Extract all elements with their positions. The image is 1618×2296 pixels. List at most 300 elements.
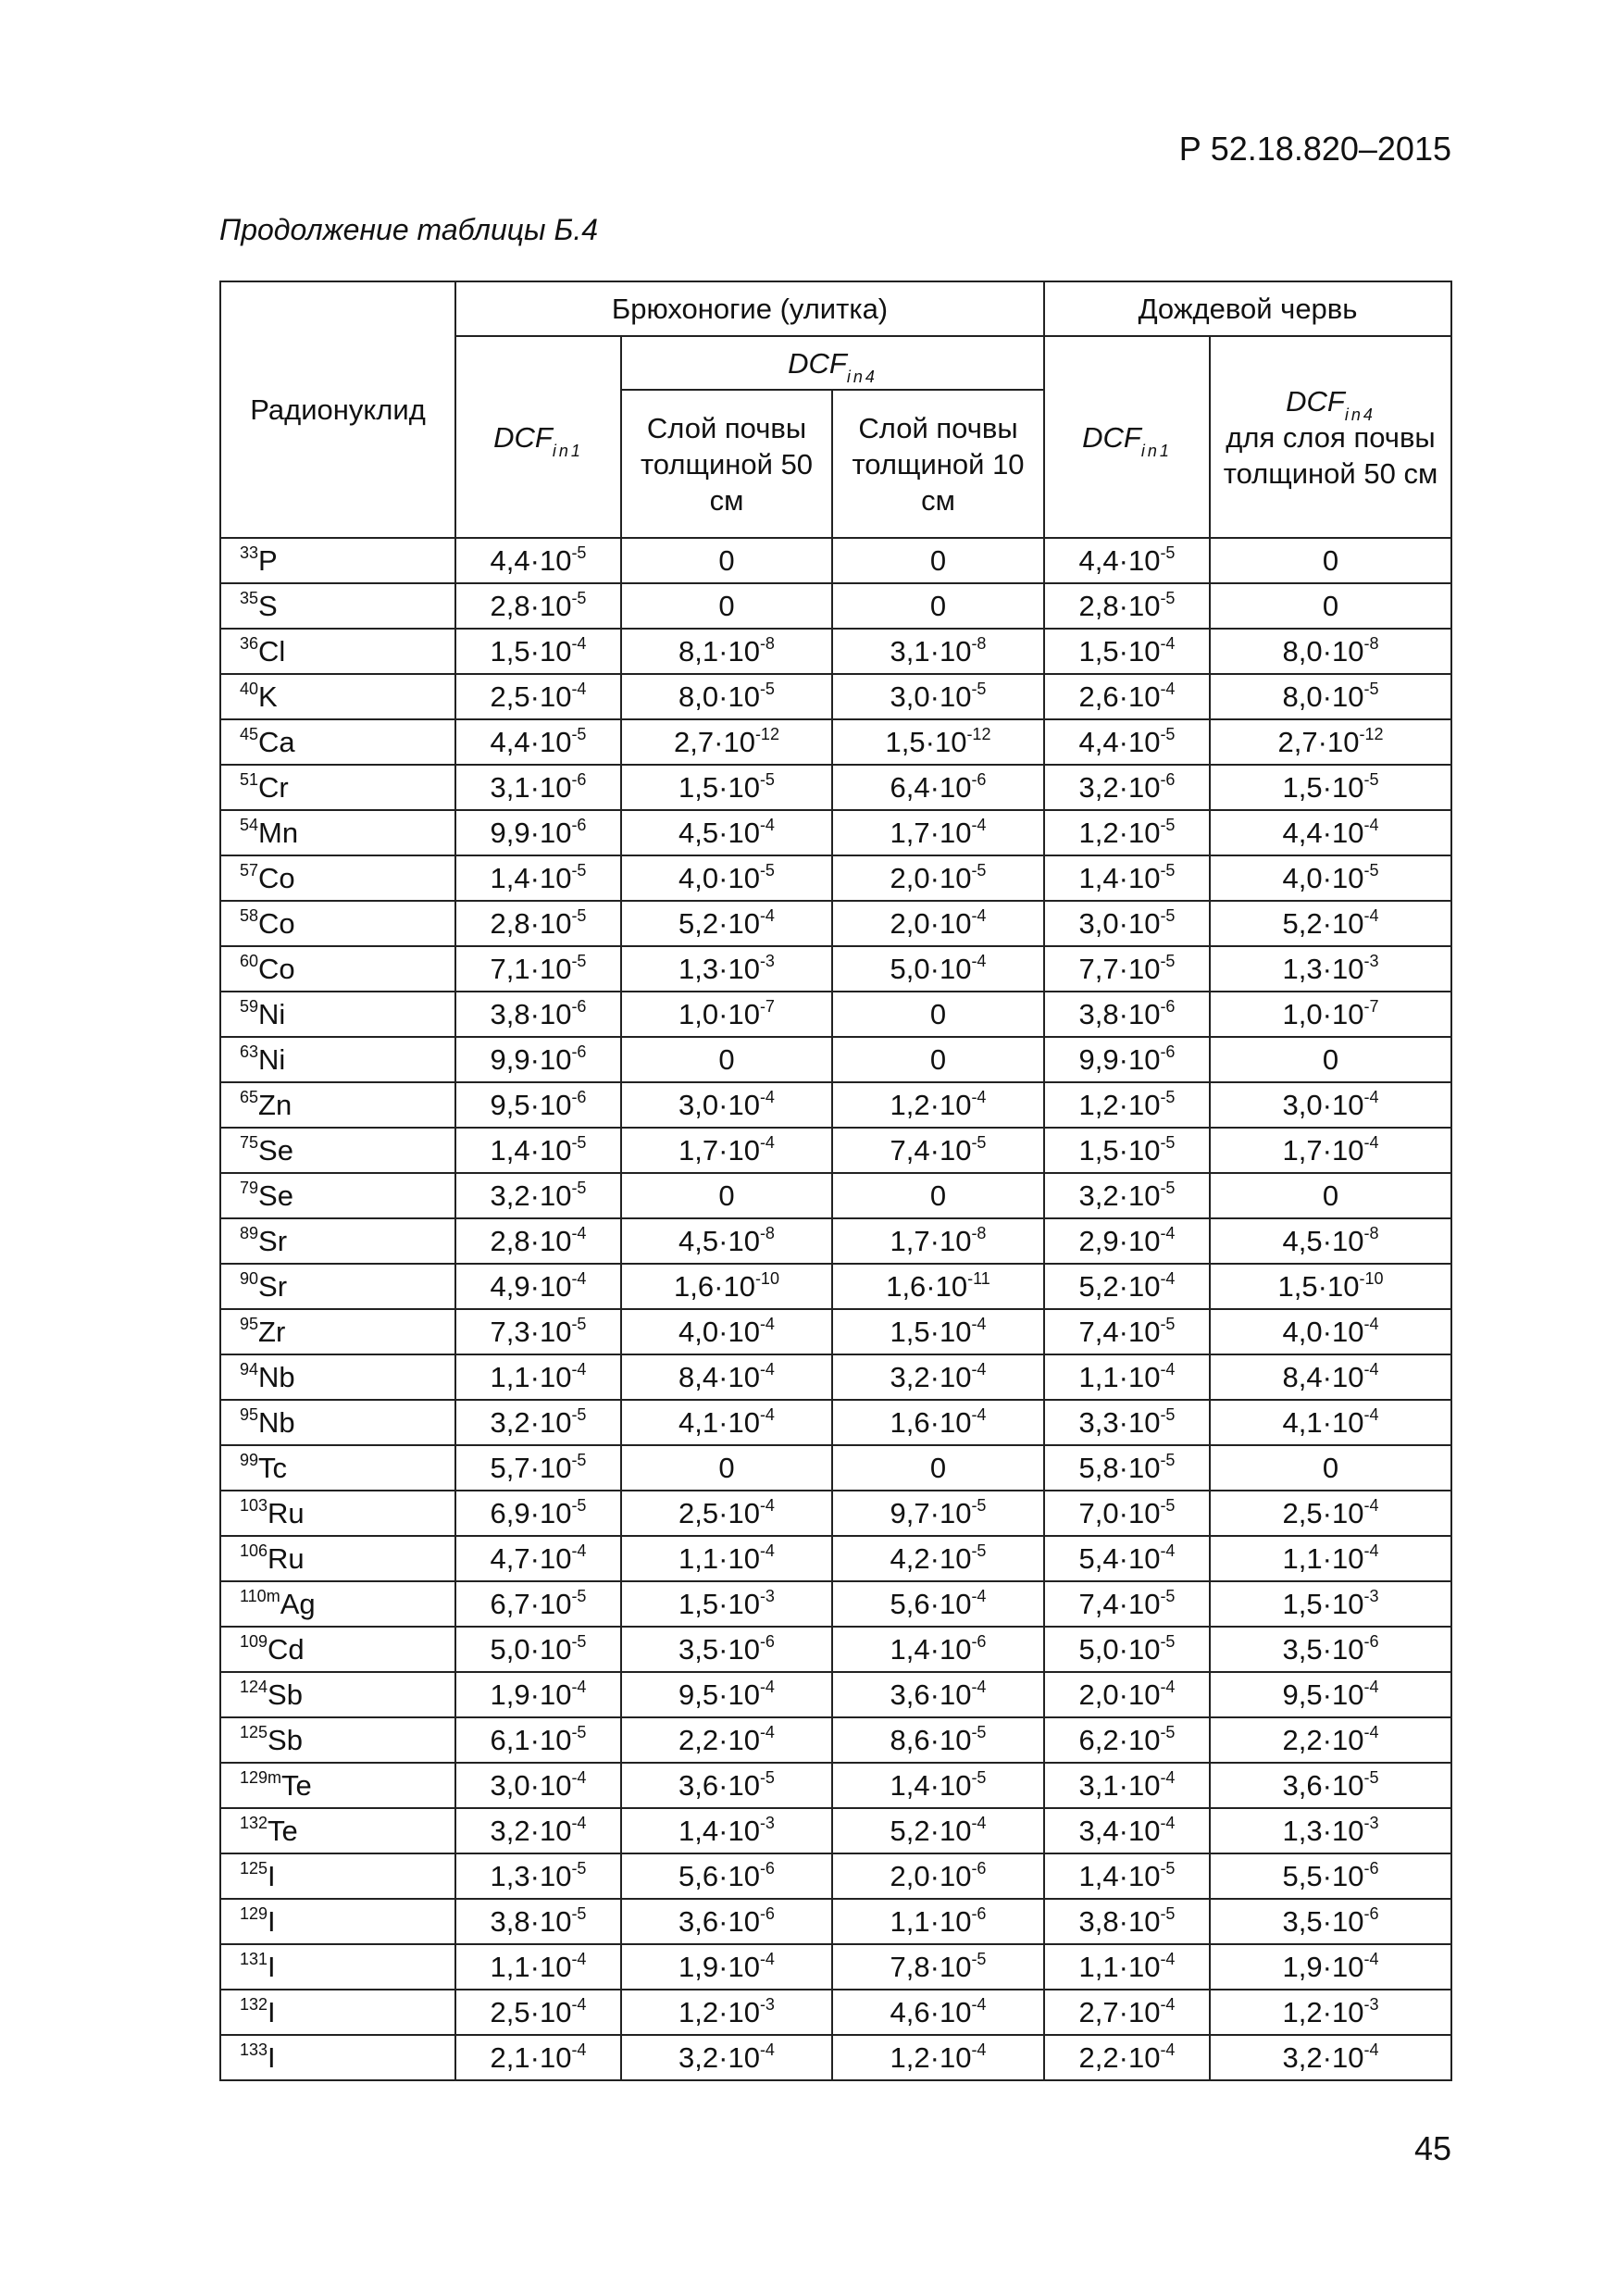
- table-row: [220, 719, 1451, 765]
- nuclide-cell: [220, 1990, 455, 2035]
- mass-number: 95: [240, 1315, 259, 1333]
- element-symbol: Cl: [258, 635, 286, 668]
- value-cell: $1,6\cdot 10^{-11}$: [832, 1264, 1044, 1309]
- value-cell: $9,5\cdot 10^{-4}$: [621, 1672, 832, 1717]
- table-row: [220, 1763, 1451, 1808]
- value-cell: $2,1\cdot 10^{-4}$: [455, 2035, 621, 2080]
- element-symbol: Se: [258, 1179, 293, 1212]
- value-cell: $2,7\cdot 10^{-12}$: [621, 719, 832, 765]
- mass-number: 57: [240, 861, 259, 880]
- value-cell: $1,2\cdot 10^{-4}$: [832, 1082, 1044, 1128]
- value-cell: 0: [832, 1037, 1044, 1082]
- value-cell: $2,0\cdot 10^{-4}$: [832, 901, 1044, 946]
- header-snail-dcf-in1: $DCF_{in1}$: [455, 336, 621, 538]
- value-cell: $3,2\cdot 10^{-4}$: [621, 2035, 832, 2080]
- element-symbol: I: [268, 1951, 276, 1983]
- value-cell: $2,5\cdot 10^{-4}$: [1210, 1491, 1451, 1536]
- value-cell: $3,2\cdot 10^{-4}$: [832, 1354, 1044, 1400]
- header-snail-in4-50cm: Слой почвы толщиной 50 см: [621, 390, 832, 538]
- table-row: [220, 1309, 1451, 1354]
- table-row: [220, 2035, 1451, 2080]
- value-cell: 0: [832, 1173, 1044, 1218]
- mass-number: 125: [240, 1723, 268, 1741]
- value-cell: $1,2\cdot 10^{-3}$: [1210, 1990, 1451, 2035]
- value-cell: $3,8\cdot 10^{-6}$: [455, 992, 621, 1037]
- nuclide-cell: [220, 1672, 455, 1717]
- value-cell: 0: [621, 1173, 832, 1218]
- value-cell: $5,4\cdot 10^{-4}$: [1044, 1536, 1210, 1581]
- value-cell: $9,5\cdot 10^{-6}$: [455, 1082, 621, 1128]
- element-symbol: Te: [281, 1769, 312, 1802]
- nuclide-cell: [220, 1944, 455, 1990]
- mass-number: 51: [240, 770, 259, 789]
- value-cell: $1,7\cdot 10^{-4}$: [832, 810, 1044, 855]
- value-cell: $1,3\cdot 10^{-3}$: [621, 946, 832, 992]
- element-symbol: Co: [258, 907, 295, 940]
- value-cell: $3,8\cdot 10^{-5}$: [1044, 1899, 1210, 1944]
- element-symbol: Sb: [268, 1678, 303, 1711]
- value-cell: $1,4\cdot 10^{-5}$: [832, 1763, 1044, 1808]
- nuclide-cell: [220, 1218, 455, 1264]
- value-cell: $1,1\cdot 10^{-4}$: [455, 1944, 621, 1990]
- value-cell: $2,9\cdot 10^{-4}$: [1044, 1218, 1210, 1264]
- value-cell: $8,4\cdot 10^{-4}$: [621, 1354, 832, 1400]
- value-cell: $6,9\cdot 10^{-5}$: [455, 1491, 621, 1536]
- value-cell: $5,6\cdot 10^{-6}$: [621, 1853, 832, 1899]
- element-symbol: Ca: [258, 726, 295, 758]
- mass-number: 129m: [240, 1768, 282, 1787]
- value-cell: $3,5\cdot 10^{-6}$: [1210, 1627, 1451, 1672]
- nuclide-cell: [220, 1536, 455, 1581]
- value-cell: $5,7\cdot 10^{-5}$: [455, 1445, 621, 1491]
- table-row: [220, 1581, 1451, 1627]
- nuclide-cell: [220, 583, 455, 629]
- value-cell: $3,0\cdot 10^{-4}$: [621, 1082, 832, 1128]
- value-cell: $3,0\cdot 10^{-4}$: [1210, 1082, 1451, 1128]
- value-cell: $9,7\cdot 10^{-5}$: [832, 1491, 1044, 1536]
- nuclide-cell: [220, 901, 455, 946]
- value-cell: $3,6\cdot 10^{-4}$: [832, 1672, 1044, 1717]
- value-cell: $7,1\cdot 10^{-5}$: [455, 946, 621, 992]
- nuclide-cell: [220, 1717, 455, 1763]
- value-cell: $7,4\cdot 10^{-5}$: [1044, 1309, 1210, 1354]
- mass-number: 129: [240, 1904, 268, 1923]
- mass-number: 132: [240, 1995, 268, 2014]
- element-symbol: I: [268, 1996, 276, 2028]
- value-cell: $1,1\cdot 10^{-6}$: [832, 1899, 1044, 1944]
- value-cell: $2,8\cdot 10^{-5}$: [455, 901, 621, 946]
- table-row: [220, 901, 1451, 946]
- value-cell: $5,5\cdot 10^{-6}$: [1210, 1853, 1451, 1899]
- element-symbol: Cr: [258, 771, 289, 804]
- mass-number: 36: [240, 634, 259, 653]
- value-cell: $1,4\cdot 10^{-5}$: [1044, 1853, 1210, 1899]
- value-cell: $5,8\cdot 10^{-5}$: [1044, 1445, 1210, 1491]
- nuclide-cell: [220, 1309, 455, 1354]
- table-row: [220, 855, 1451, 901]
- nuclide-cell: [220, 1627, 455, 1672]
- value-cell: $2,2\cdot 10^{-4}$: [1210, 1717, 1451, 1763]
- value-cell: $2,5\cdot 10^{-4}$: [455, 674, 621, 719]
- header-nuclide: Радионуклид: [220, 281, 455, 538]
- nuclide-cell: [220, 1264, 455, 1309]
- nuclide-cell: [220, 1037, 455, 1082]
- value-cell: 0: [1210, 538, 1451, 583]
- element-symbol: I: [268, 1905, 276, 1938]
- value-cell: $4,1\cdot 10^{-4}$: [1210, 1400, 1451, 1445]
- element-symbol: Ru: [268, 1497, 305, 1529]
- table-row: [220, 810, 1451, 855]
- mass-number: 58: [240, 906, 259, 925]
- value-cell: $3,3\cdot 10^{-5}$: [1044, 1400, 1210, 1445]
- value-cell: $1,5\cdot 10^{-10}$: [1210, 1264, 1451, 1309]
- value-cell: $3,6\cdot 10^{-5}$: [1210, 1763, 1451, 1808]
- mass-number: 133: [240, 2040, 268, 2059]
- element-symbol: K: [258, 680, 278, 713]
- value-cell: $7,3\cdot 10^{-5}$: [455, 1309, 621, 1354]
- nuclide-cell: [220, 765, 455, 810]
- value-cell: $4,7\cdot 10^{-4}$: [455, 1536, 621, 1581]
- value-cell: $3,1\cdot 10^{-4}$: [1044, 1763, 1210, 1808]
- mass-number: 106: [240, 1541, 268, 1560]
- value-cell: $4,0\cdot 10^{-4}$: [621, 1309, 832, 1354]
- mass-number: 110m: [240, 1587, 280, 1605]
- value-cell: $4,5\cdot 10^{-4}$: [621, 810, 832, 855]
- table-row: [220, 1536, 1451, 1581]
- value-cell: $2,8\cdot 10^{-4}$: [455, 1218, 621, 1264]
- value-cell: 0: [621, 1037, 832, 1082]
- document-code: Р 52.18.820–2015: [1178, 130, 1451, 168]
- value-cell: $4,4\cdot 10^{-4}$: [1210, 810, 1451, 855]
- value-cell: $2,5\cdot 10^{-4}$: [621, 1491, 832, 1536]
- nuclide-cell: [220, 1853, 455, 1899]
- nuclide-cell: [220, 1581, 455, 1627]
- value-cell: $3,5\cdot 10^{-6}$: [621, 1627, 832, 1672]
- table-row: [220, 1899, 1451, 1944]
- value-cell: $1,4\cdot 10^{-5}$: [455, 855, 621, 901]
- value-cell: $4,4\cdot 10^{-5}$: [1044, 538, 1210, 583]
- table-row: [220, 1853, 1451, 1899]
- value-cell: $8,1\cdot 10^{-8}$: [621, 629, 832, 674]
- value-cell: $3,8\cdot 10^{-6}$: [1044, 992, 1210, 1037]
- element-symbol: P: [258, 544, 278, 577]
- value-cell: $1,2\cdot 10^{-5}$: [1044, 1082, 1210, 1128]
- value-cell: 0: [832, 583, 1044, 629]
- value-cell: $1,4\cdot 10^{-6}$: [832, 1627, 1044, 1672]
- mass-number: 63: [240, 1042, 259, 1061]
- value-cell: $3,2\cdot 10^{-6}$: [1044, 765, 1210, 810]
- value-cell: $3,5\cdot 10^{-6}$: [1210, 1899, 1451, 1944]
- element-symbol: Ni: [258, 998, 286, 1030]
- value-cell: 0: [832, 1445, 1044, 1491]
- mass-number: 90: [240, 1269, 259, 1288]
- value-cell: $1,6\cdot 10^{-4}$: [832, 1400, 1044, 1445]
- radionuclide-table: [219, 281, 1452, 2081]
- nuclide-cell: [220, 719, 455, 765]
- table-row: [220, 1627, 1451, 1672]
- value-cell: $1,9\cdot 10^{-4}$: [621, 1944, 832, 1990]
- value-cell: $1,5\cdot 10^{-5}$: [621, 765, 832, 810]
- value-cell: $9,9\cdot 10^{-6}$: [1044, 1037, 1210, 1082]
- value-cell: $4,0\cdot 10^{-5}$: [621, 855, 832, 901]
- table-row: [220, 1037, 1451, 1082]
- element-symbol: Se: [258, 1134, 293, 1167]
- value-cell: $1,5\cdot 10^{-5}$: [1044, 1128, 1210, 1173]
- mass-number: 65: [240, 1088, 259, 1106]
- mass-number: 103: [240, 1496, 268, 1515]
- value-cell: $3,6\cdot 10^{-6}$: [621, 1899, 832, 1944]
- table-row: [220, 1445, 1451, 1491]
- element-symbol: Sr: [258, 1270, 288, 1303]
- element-symbol: Nb: [258, 1361, 295, 1393]
- value-cell: $1,1\cdot 10^{-4}$: [1044, 1354, 1210, 1400]
- table-row: [220, 583, 1451, 629]
- element-symbol: Sb: [268, 1724, 303, 1756]
- value-cell: $1,1\cdot 10^{-4}$: [621, 1536, 832, 1581]
- table-row: [220, 946, 1451, 992]
- value-cell: $1,3\cdot 10^{-3}$: [1210, 946, 1451, 992]
- value-cell: $3,1\cdot 10^{-8}$: [832, 629, 1044, 674]
- value-cell: $8,0\cdot 10^{-8}$: [1210, 629, 1451, 674]
- table-row: [220, 1173, 1451, 1218]
- value-cell: $3,4\cdot 10^{-4}$: [1044, 1808, 1210, 1853]
- value-cell: $4,9\cdot 10^{-4}$: [455, 1264, 621, 1309]
- value-cell: $3,2\cdot 10^{-4}$: [1210, 2035, 1451, 2080]
- table-row: [220, 538, 1451, 583]
- value-cell: $1,1\cdot 10^{-4}$: [455, 1354, 621, 1400]
- nuclide-cell: [220, 1491, 455, 1536]
- value-cell: $3,0\cdot 10^{-5}$: [832, 674, 1044, 719]
- value-cell: 0: [1210, 583, 1451, 629]
- value-cell: $5,0\cdot 10^{-5}$: [455, 1627, 621, 1672]
- mass-number: 99: [240, 1451, 259, 1469]
- table-header: [220, 281, 1451, 538]
- value-cell: $1,3\cdot 10^{-3}$: [1210, 1808, 1451, 1853]
- value-cell: $2,5\cdot 10^{-4}$: [455, 1990, 621, 2035]
- table-row: [220, 1944, 1451, 1990]
- value-cell: $1,5\cdot 10^{-3}$: [1210, 1581, 1451, 1627]
- table-row: [220, 1808, 1451, 1853]
- mass-number: 60: [240, 952, 259, 970]
- nuclide-cell: [220, 855, 455, 901]
- value-cell: $7,0\cdot 10^{-5}$: [1044, 1491, 1210, 1536]
- table-body: [220, 538, 1451, 2080]
- table-row: [220, 1717, 1451, 1763]
- mass-number: 131: [240, 1950, 268, 1968]
- value-cell: $1,5\cdot 10^{-12}$: [832, 719, 1044, 765]
- nuclide-cell: [220, 674, 455, 719]
- value-cell: $6,1\cdot 10^{-5}$: [455, 1717, 621, 1763]
- value-cell: $4,2\cdot 10^{-5}$: [832, 1536, 1044, 1581]
- value-cell: 0: [621, 1445, 832, 1491]
- element-symbol: Sr: [258, 1225, 288, 1257]
- nuclide-cell: [220, 1899, 455, 1944]
- element-symbol: Cd: [268, 1633, 305, 1666]
- value-cell: $3,0\cdot 10^{-4}$: [455, 1763, 621, 1808]
- header-snail-dcf-in4: $DCF_{in4}$: [621, 336, 1044, 390]
- value-cell: 0: [1210, 1037, 1451, 1082]
- value-cell: $3,2\cdot 10^{-5}$: [1044, 1173, 1210, 1218]
- nuclide-cell: [220, 1354, 455, 1400]
- table-row: [220, 1672, 1451, 1717]
- header-worm-in4-desc: для слоя почвы толщиной 50 см: [1223, 420, 1438, 490]
- mass-number: 79: [240, 1179, 259, 1197]
- nuclide-cell: [220, 810, 455, 855]
- value-cell: $6,7\cdot 10^{-5}$: [455, 1581, 621, 1627]
- value-cell: $2,6\cdot 10^{-4}$: [1044, 674, 1210, 719]
- value-cell: $3,0\cdot 10^{-5}$: [1044, 901, 1210, 946]
- value-cell: $7,4\cdot 10^{-5}$: [832, 1128, 1044, 1173]
- value-cell: $5,2\cdot 10^{-4}$: [832, 1808, 1044, 1853]
- value-cell: $1,4\cdot 10^{-5}$: [455, 1128, 621, 1173]
- value-cell: $1,7\cdot 10^{-4}$: [621, 1128, 832, 1173]
- value-cell: $3,8\cdot 10^{-5}$: [455, 1899, 621, 1944]
- value-cell: $1,5\cdot 10^{-5}$: [1210, 765, 1451, 810]
- table-row: [220, 1400, 1451, 1445]
- value-cell: $1,6\cdot 10^{-10}$: [621, 1264, 832, 1309]
- value-cell: $1,5\cdot 10^{-4}$: [832, 1309, 1044, 1354]
- value-cell: 0: [1210, 1445, 1451, 1491]
- value-cell: $2,2\cdot 10^{-4}$: [621, 1717, 832, 1763]
- value-cell: $5,6\cdot 10^{-4}$: [832, 1581, 1044, 1627]
- value-cell: $4,4\cdot 10^{-5}$: [455, 719, 621, 765]
- value-cell: $1,1\cdot 10^{-4}$: [1210, 1536, 1451, 1581]
- value-cell: 0: [1210, 1173, 1451, 1218]
- value-cell: $2,2\cdot 10^{-4}$: [1044, 2035, 1210, 2080]
- mass-number: 45: [240, 725, 259, 743]
- value-cell: $4,1\cdot 10^{-4}$: [621, 1400, 832, 1445]
- nuclide-cell: [220, 1082, 455, 1128]
- header-worm-dcf-in4: $DCF_{in4}$ для слоя почвы толщиной 50 см: [1210, 336, 1451, 538]
- value-cell: $9,5\cdot 10^{-4}$: [1210, 1672, 1451, 1717]
- value-cell: $3,6\cdot 10^{-5}$: [621, 1763, 832, 1808]
- table-row: [220, 1990, 1451, 2035]
- element-symbol: Zn: [258, 1089, 292, 1121]
- nuclide-cell: [220, 538, 455, 583]
- value-cell: $2,0\cdot 10^{-4}$: [1044, 1672, 1210, 1717]
- value-cell: $4,0\cdot 10^{-4}$: [1210, 1309, 1451, 1354]
- value-cell: $1,7\cdot 10^{-4}$: [1210, 1128, 1451, 1173]
- value-cell: $8,4\cdot 10^{-4}$: [1210, 1354, 1451, 1400]
- value-cell: 0: [832, 538, 1044, 583]
- value-cell: $7,7\cdot 10^{-5}$: [1044, 946, 1210, 992]
- mass-number: 35: [240, 589, 259, 607]
- value-cell: $3,2\cdot 10^{-4}$: [455, 1808, 621, 1853]
- value-cell: $1,2\cdot 10^{-4}$: [832, 2035, 1044, 2080]
- nuclide-cell: [220, 946, 455, 992]
- value-cell: $2,7\cdot 10^{-12}$: [1210, 719, 1451, 765]
- value-cell: $1,5\cdot 10^{-4}$: [1044, 629, 1210, 674]
- value-cell: $5,2\cdot 10^{-4}$: [1210, 901, 1451, 946]
- mass-number: 89: [240, 1224, 259, 1242]
- table-row: [220, 1082, 1451, 1128]
- element-symbol: Ni: [258, 1043, 286, 1076]
- value-cell: $8,0\cdot 10^{-5}$: [621, 674, 832, 719]
- element-symbol: Co: [258, 953, 295, 985]
- element-symbol: Nb: [258, 1406, 295, 1439]
- value-cell: $4,4\cdot 10^{-5}$: [1044, 719, 1210, 765]
- element-symbol: Zr: [258, 1316, 286, 1348]
- table-row: [220, 629, 1451, 674]
- value-cell: $1,1\cdot 10^{-4}$: [1044, 1944, 1210, 1990]
- value-cell: $7,8\cdot 10^{-5}$: [832, 1944, 1044, 1990]
- element-symbol: Mn: [258, 817, 299, 849]
- mass-number: 40: [240, 680, 259, 698]
- mass-number: 125: [240, 1859, 268, 1878]
- value-cell: $3,2\cdot 10^{-5}$: [455, 1173, 621, 1218]
- header-worm-dcf-in1: $DCF_{in1}$: [1044, 336, 1210, 538]
- mass-number: 132: [240, 1814, 268, 1832]
- value-cell: 0: [621, 583, 832, 629]
- value-cell: $1,3\cdot 10^{-5}$: [455, 1853, 621, 1899]
- nuclide-cell: [220, 1173, 455, 1218]
- value-cell: $1,2\cdot 10^{-5}$: [1044, 810, 1210, 855]
- value-cell: 0: [832, 992, 1044, 1037]
- value-cell: $8,0\cdot 10^{-5}$: [1210, 674, 1451, 719]
- header-worm: Дождевой червь: [1044, 281, 1451, 336]
- table-row: [220, 1264, 1451, 1309]
- value-cell: $1,0\cdot 10^{-7}$: [1210, 992, 1451, 1037]
- table-row: [220, 1354, 1451, 1400]
- value-cell: $8,6\cdot 10^{-5}$: [832, 1717, 1044, 1763]
- element-symbol: Ru: [268, 1542, 305, 1575]
- table-row: [220, 674, 1451, 719]
- table-caption: Продолжение таблицы Б.4: [219, 213, 598, 246]
- value-cell: $2,8\cdot 10^{-5}$: [1044, 583, 1210, 629]
- table-row: [220, 1491, 1451, 1536]
- value-cell: $3,2\cdot 10^{-5}$: [455, 1400, 621, 1445]
- value-cell: $4,0\cdot 10^{-5}$: [1210, 855, 1451, 901]
- value-cell: $1,2\cdot 10^{-3}$: [621, 1990, 832, 2035]
- value-cell: $1,0\cdot 10^{-7}$: [621, 992, 832, 1037]
- value-cell: $4,5\cdot 10^{-8}$: [1210, 1218, 1451, 1264]
- nuclide-cell: [220, 1808, 455, 1853]
- value-cell: $1,4\cdot 10^{-3}$: [621, 1808, 832, 1853]
- table-row: [220, 992, 1451, 1037]
- nuclide-cell: [220, 1445, 455, 1491]
- value-cell: $5,2\cdot 10^{-4}$: [1044, 1264, 1210, 1309]
- value-cell: $1,5\cdot 10^{-3}$: [621, 1581, 832, 1627]
- value-cell: $5,0\cdot 10^{-5}$: [1044, 1627, 1210, 1672]
- value-cell: 0: [621, 538, 832, 583]
- value-cell: $4,5\cdot 10^{-8}$: [621, 1218, 832, 1264]
- value-cell: $2,8\cdot 10^{-5}$: [455, 583, 621, 629]
- mass-number: 54: [240, 816, 259, 834]
- mass-number: 33: [240, 543, 259, 562]
- nuclide-cell: [220, 2035, 455, 2080]
- value-cell: $5,2\cdot 10^{-4}$: [621, 901, 832, 946]
- table-row: [220, 1218, 1451, 1264]
- element-symbol: Te: [268, 1815, 298, 1847]
- element-symbol: I: [268, 2041, 276, 2074]
- header-snail-in4-10cm: Слой почвы толщиной 10 см: [832, 390, 1044, 538]
- value-cell: $6,4\cdot 10^{-6}$: [832, 765, 1044, 810]
- value-cell: $2,7\cdot 10^{-4}$: [1044, 1990, 1210, 2035]
- table-row: [220, 765, 1451, 810]
- value-cell: $3,1\cdot 10^{-6}$: [455, 765, 621, 810]
- element-symbol: Co: [258, 862, 295, 894]
- value-cell: $1,4\cdot 10^{-5}$: [1044, 855, 1210, 901]
- page-number: 45: [1413, 2129, 1451, 2167]
- value-cell: $9,9\cdot 10^{-6}$: [455, 810, 621, 855]
- element-symbol: Ag: [280, 1588, 316, 1620]
- element-symbol: S: [258, 590, 278, 622]
- element-symbol: I: [268, 1860, 276, 1892]
- value-cell: $2,0\cdot 10^{-5}$: [832, 855, 1044, 901]
- header-snail: Брюхоногие (улитка): [455, 281, 1044, 336]
- mass-number: 75: [240, 1133, 259, 1152]
- element-symbol: Tc: [258, 1452, 288, 1484]
